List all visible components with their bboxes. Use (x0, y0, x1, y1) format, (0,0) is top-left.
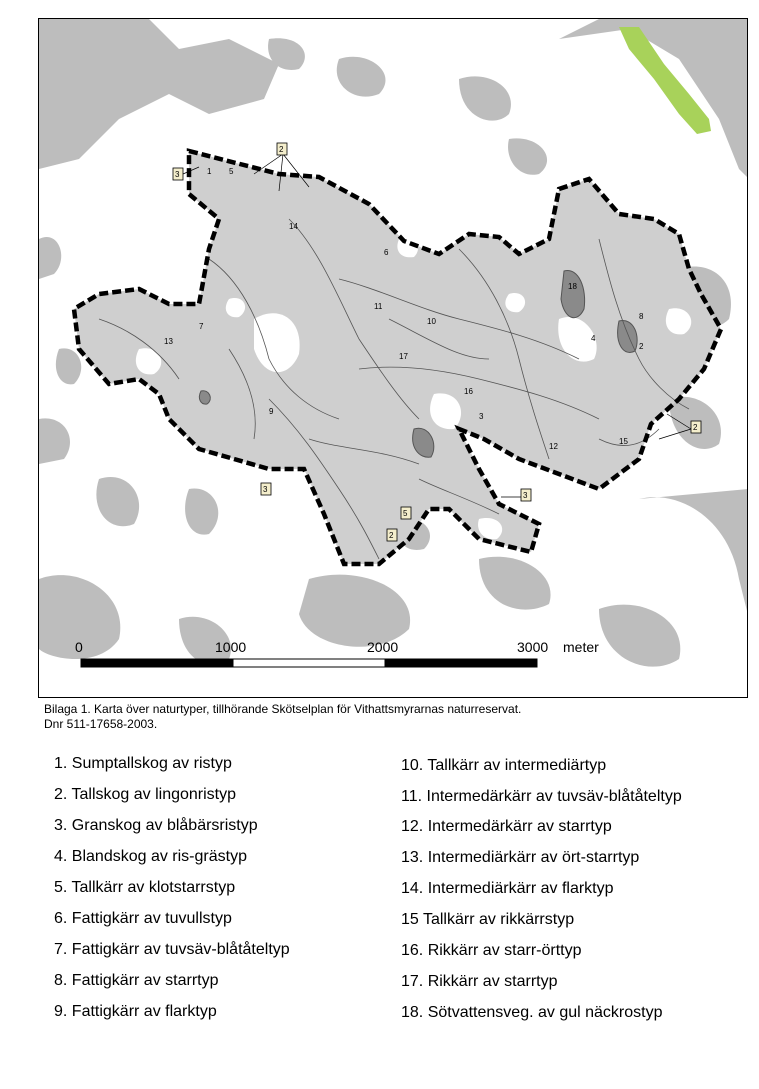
water-patch (39, 237, 61, 279)
caption-line-1: Bilaga 1. Karta över naturtyper, tillhörande Skötselplan för Vithattsmyrarnas naturreservat. (44, 702, 522, 716)
zone-label: 18 (568, 282, 577, 291)
callout-label: 3 (263, 485, 268, 494)
legend-item: 14. Intermediärkärr av flarktyp (401, 880, 614, 897)
zone-label: 5 (229, 167, 234, 176)
callout-label: 2 (693, 423, 698, 432)
zone-label: 17 (399, 352, 408, 361)
zone-label: 12 (549, 442, 558, 451)
callout-label: 2 (279, 145, 284, 154)
legend-item: 17. Rikkärr av starrtyp (401, 973, 558, 990)
zone-label: 14 (289, 222, 298, 231)
zone-label: 16 (464, 387, 473, 396)
zone-label: 4 (591, 334, 596, 343)
water-patch (459, 76, 511, 120)
legend-item: 12. Intermedärkärr av starrtyp (401, 818, 612, 835)
legend-item: 8. Fattigkärr av starrtyp (54, 972, 219, 989)
callout-label: 3 (175, 170, 180, 179)
map-caption (44, 702, 521, 732)
dark-patch (199, 391, 210, 404)
legend-item: 2. Tallskog av lingonristyp (54, 786, 237, 803)
scale-tick-2000: 2000 (367, 639, 399, 655)
zone-label: 7 (199, 322, 204, 331)
zone-label: 15 (619, 437, 628, 446)
scale-tick-1000: 1000 (215, 639, 247, 655)
water-patch (185, 488, 218, 534)
water-patch (639, 489, 748, 619)
callout-label: 3 (523, 491, 528, 500)
legend-item: 3. Granskog av blåbärsristyp (54, 817, 258, 834)
callout-label: 2 (389, 531, 394, 540)
legend-item: 16. Rikkärr av starr-örttyp (401, 942, 582, 959)
legend-item: 13. Intermediärkärr av ört-starrtyp (401, 849, 640, 866)
legend-item: 9. Fattigkärr av flarktyp (54, 1003, 217, 1020)
zone-label: 10 (427, 317, 436, 326)
water-patch (96, 477, 139, 526)
legend-item: 5. Tallkärr av klotstarrstyp (54, 879, 236, 896)
zone-label: 8 (639, 312, 644, 321)
water-patch (508, 138, 547, 174)
water-patch (479, 557, 551, 610)
legend-item: 10. Tallkärr av intermediärtyp (401, 757, 607, 774)
caption-line-2: Dnr 511-17658-2003. (44, 717, 158, 731)
water-patch (56, 348, 81, 384)
water-patch (559, 19, 748, 179)
scale-unit: meter (563, 639, 599, 655)
scale-bar (81, 659, 537, 667)
water-patch (337, 57, 386, 97)
zone-label: 13 (164, 337, 173, 346)
callout-label: 5 (403, 509, 408, 518)
zone-label: 11 (374, 302, 383, 311)
water-patch (599, 605, 680, 667)
map-frame (38, 18, 748, 698)
scale-tick-0: 0 (75, 639, 83, 655)
legend-item: 4. Blandskog av ris-grästyp (54, 848, 247, 865)
legend-item: 6. Fattigkärr av tuvullstyp (54, 910, 232, 927)
legend-item: 15 Tallkärr av rikkärrstyp (401, 911, 575, 928)
legend-item: 7. Fattigkärr av tuvsäv-blåtåteltyp (54, 941, 290, 958)
legend-item: 18. Sötvattensveg. av gul näckrostyp (401, 1004, 663, 1021)
legend-item: 1. Sumptallskog av ristyp (54, 755, 232, 772)
water-patch (39, 19, 279, 169)
water-patch (39, 418, 70, 464)
zone-label: 6 (384, 248, 389, 257)
zone-label: 9 (269, 407, 274, 416)
map-canvas (39, 19, 748, 698)
zone-label: 3 (479, 412, 484, 421)
scale-tick-3000: 3000 (517, 639, 549, 655)
legend-item: 11. Intermedärkärr av tuvsäv-blåtåteltyp (401, 788, 682, 805)
water-patch (299, 575, 410, 647)
zone-label: 2 (639, 342, 644, 351)
zone-label: 1 (207, 167, 212, 176)
